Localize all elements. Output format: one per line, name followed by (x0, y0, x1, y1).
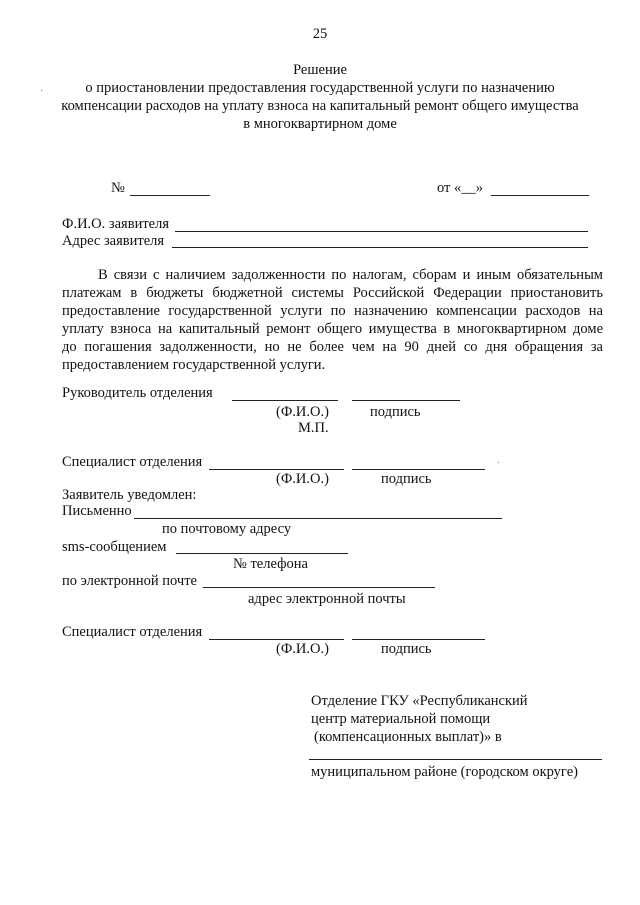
specialist-signature-blank[interactable] (352, 639, 485, 640)
document-subtitle-line: о приостановлении предоставления государственной услуги по назначению (85, 80, 555, 96)
written-caption: по почтовому адресу (162, 521, 292, 537)
footer-line: Отделение ГКУ «Республиканский (311, 693, 528, 709)
specialist-fio-caption: (Ф.И.О.) (276, 471, 329, 487)
paragraph-line: платежам в бюджеты бюджетной системы Российской Федерации приостановить (62, 285, 603, 301)
stamp-label: М.П. (298, 420, 329, 436)
page-number: 25 (312, 26, 328, 42)
specialist-label: Специалист отделения (62, 624, 203, 640)
head-fio-caption: (Ф.И.О.) (276, 404, 329, 420)
head-label: Руководитель отделения (62, 385, 213, 401)
email-blank[interactable] (203, 587, 435, 588)
decision-paragraph (62, 266, 603, 374)
applicant-address-blank[interactable] (172, 247, 588, 248)
number-blank[interactable] (130, 195, 210, 196)
paragraph-line: предоставлением государственной услуги. (62, 357, 326, 373)
written-blank[interactable] (134, 518, 502, 519)
email-caption: адрес электронной почты (248, 591, 406, 607)
specialist-signature-blank[interactable] (352, 469, 485, 470)
sms-label: sms-сообщением (62, 539, 167, 555)
head-signature-blank[interactable] (352, 400, 460, 401)
paragraph-line: уплату взноса на капитальный ремонт общего имущества в многоквартирном доме (62, 321, 603, 337)
document-title: Решение (293, 62, 347, 78)
specialist-sign-caption: подпись (381, 641, 432, 657)
written-label: Письменно (62, 503, 132, 519)
paragraph-line: до погашения задолженности, но не более чем на 90 дней со дня обращения за (62, 339, 603, 355)
applicant-fio-blank[interactable] (175, 231, 588, 232)
document-subtitle-line: компенсации расходов на уплату взноса на капитальный ремонт общего имущества (61, 98, 579, 114)
paragraph-line: предоставление государственной услуги по назначению компенсации расходов на (62, 303, 603, 319)
document-subtitle-line: в многоквартирном доме (243, 116, 397, 132)
applicant-address-label: Адрес заявителя (62, 233, 165, 249)
specialist-label: Специалист отделения (62, 454, 203, 470)
applicant-fio-label: Ф.И.О. заявителя (62, 216, 170, 232)
district-blank[interactable] (309, 759, 602, 760)
specialist-sign-caption: подпись (381, 471, 432, 487)
paragraph-line: В связи с наличием задолженности по налогам, сборам и иным обязательным (98, 267, 603, 283)
district-caption: муниципальном районе (городском округе) (311, 764, 578, 780)
specialist-fio-caption: (Ф.И.О.) (276, 641, 329, 657)
notification-heading: Заявитель уведомлен: (62, 487, 197, 503)
date-blank[interactable] (491, 195, 589, 196)
specialist-fio-blank[interactable] (209, 639, 344, 640)
number-label: № (111, 180, 125, 196)
head-sign-caption: подпись (370, 404, 421, 420)
specialist-fio-blank[interactable] (209, 469, 344, 470)
sms-blank[interactable] (176, 553, 348, 554)
footer-line: центр материальной помощи (311, 711, 491, 727)
email-label: по электронной почте (62, 573, 197, 589)
head-fio-blank[interactable] (232, 400, 338, 401)
date-label: от «__» (437, 180, 484, 196)
sms-caption: № телефона (233, 556, 308, 572)
scan-speck: · (497, 458, 501, 469)
footer-line: (компенсационных выплат)» в (314, 729, 502, 745)
scan-speck: · (40, 86, 44, 97)
